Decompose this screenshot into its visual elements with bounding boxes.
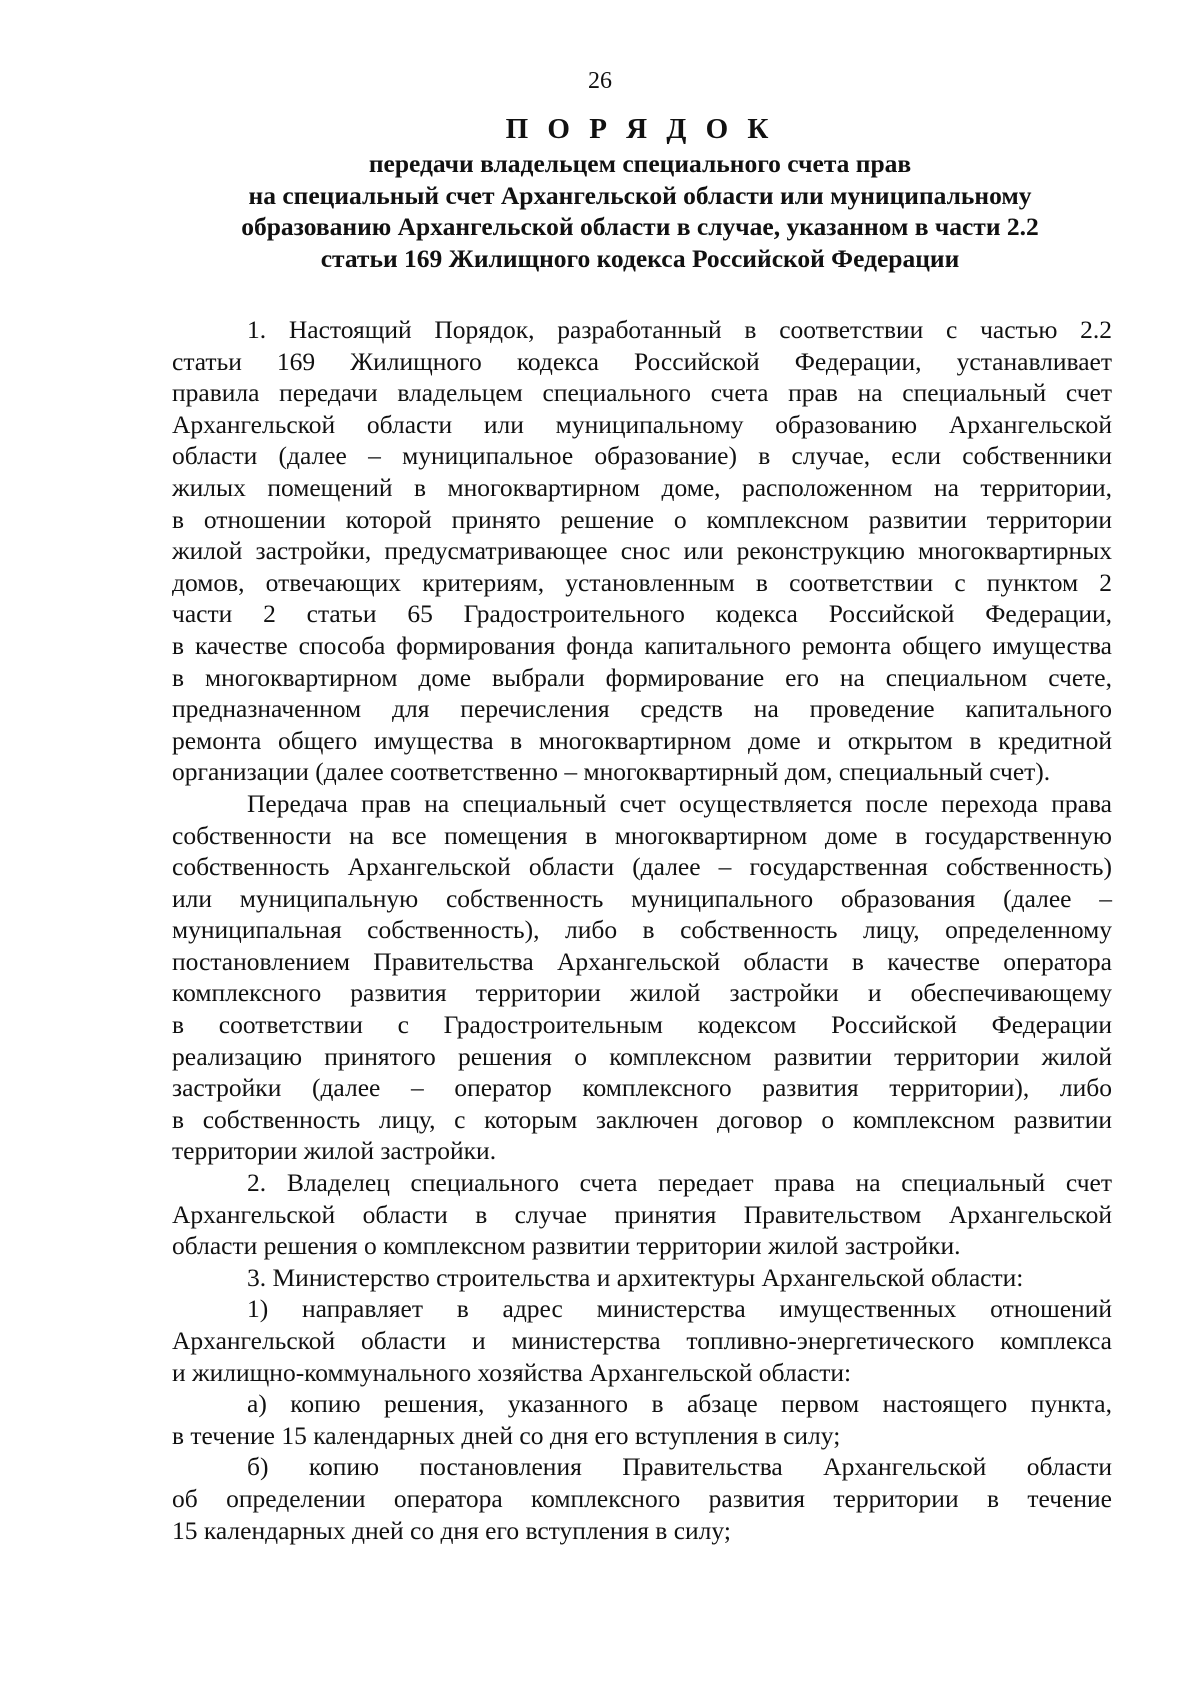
document-body xyxy=(172,314,1112,1546)
paragraph-line: в отношении которой принято решение о комплексном развитии территории xyxy=(172,504,1112,534)
paragraph-line: и жилищно-коммунального хозяйства Архангельской области: xyxy=(172,1357,852,1387)
paragraph-line: постановлением Правительства Архангельской области в качестве оператора xyxy=(172,946,1112,976)
paragraph-line: организации (далее соответственно – многоквартирный дом, специальный счет). xyxy=(172,757,1051,787)
paragraph-line: или муниципальную собственность муниципального образования (далее – xyxy=(172,883,1112,913)
paragraph-line: собственность Архангельской области (далее – государственная собственность) xyxy=(172,852,1112,882)
paragraph-line: в собственность лицу, с которым заключен договор о комплексном развитии xyxy=(172,1104,1112,1134)
paragraph-line: области решения о комплексном развитии территории жилой застройки. xyxy=(172,1231,961,1261)
paragraph-line: б) копию постановления Правительства Архангельской области xyxy=(247,1452,1112,1482)
paragraph-line: статьи 169 Жилищного кодекса Российской Федерации, устанавливает xyxy=(172,346,1112,376)
paragraph xyxy=(172,314,1112,788)
paragraph-line: реализацию принятого решения о комплексном развитии территории жилой xyxy=(172,1041,1112,1071)
paragraph xyxy=(172,1262,1112,1294)
paragraph-line: в качестве способа формирования фонда капитального ремонта общего имущества xyxy=(172,630,1112,660)
document-subtitle-line: статьи 169 Жилищного кодекса Российской Федерации xyxy=(320,243,960,273)
paragraph-line: области (далее – муниципальное образование) в случае, если собственники xyxy=(172,441,1112,471)
document-subtitle-line: передачи владельцем специального счета прав xyxy=(368,149,912,178)
document-subtitle-line: на специальный счет Архангельской области или муниципальному xyxy=(248,180,1032,210)
document-title: П О Р Я Д О К xyxy=(505,113,775,145)
paragraph-line: 1. Настоящий Порядок, разработанный в соответствии с частью 2.2 xyxy=(247,315,1112,344)
paragraph-line: в течение 15 календарных дней со дня его вступления в силу; xyxy=(172,1420,841,1450)
paragraph-line: собственности на все помещения в многоквартирном доме в государственную xyxy=(172,820,1112,850)
document-subtitle-line: образованию Архангельской области в случае, указанном в части 2.2 xyxy=(241,212,1039,242)
paragraph-line: ремонта общего имущества в многоквартирном доме и открытом в кредитной xyxy=(172,725,1112,755)
paragraph xyxy=(172,1167,1112,1262)
paragraph-line: домов, отвечающих критериям, установленным в соответствии с пунктом 2 xyxy=(172,567,1112,597)
paragraph-line: застройки (далее – оператор комплексного развития территории), либо xyxy=(172,1073,1112,1103)
paragraph-line: в соответствии с Градостроительным кодексом Российской Федерации xyxy=(172,1010,1112,1040)
paragraph-line: Передача прав на специальный счет осуществляется после перехода права xyxy=(247,788,1112,818)
paragraph-line: 1) направляет в адрес министерства имущественных отношений xyxy=(247,1294,1112,1324)
paragraph-line: муниципальная собственность), либо в собственность лицу, определенному xyxy=(172,915,1112,945)
paragraph xyxy=(172,1451,1112,1546)
paragraph-line: в многоквартирном доме выбрали формирование его на специальном счете, xyxy=(172,662,1112,692)
paragraph xyxy=(172,1293,1112,1388)
paragraph-line: Архангельской области в случае принятия Правительством Архангельской xyxy=(172,1199,1112,1229)
paragraph-line: 3. Министерство строительства и архитектуры Архангельской области: xyxy=(247,1262,1024,1292)
paragraph-line: об определении оператора комплексного развития территории в течение xyxy=(172,1483,1112,1513)
paragraph-line: предназначенном для перечисления средств на проведение капитального xyxy=(172,694,1112,724)
paragraph-line: Архангельской области или муниципальному образованию Архангельской xyxy=(172,409,1112,439)
paragraph-line: 15 календарных дней со дня его вступления в силу; xyxy=(172,1515,731,1545)
paragraph-line: территории жилой застройки. xyxy=(172,1136,497,1166)
page-number: 26 xyxy=(588,68,612,94)
paragraph-line: 2. Владелец специального счета передает права на специальный счет xyxy=(247,1168,1112,1198)
paragraph xyxy=(172,788,1112,1167)
paragraph-line: жилых помещений в многоквартирном доме, расположенном на территории, xyxy=(172,472,1112,502)
paragraph-line: правила передачи владельцем специального счета прав на специальный счет xyxy=(172,378,1112,408)
paragraph xyxy=(172,1388,1112,1451)
title-block xyxy=(170,110,1110,274)
paragraph-line: а) копию решения, указанного в абзаце первом настоящего пункта, xyxy=(247,1389,1112,1419)
paragraph-line: части 2 статьи 65 Градостроительного кодекса Российской Федерации, xyxy=(172,599,1112,629)
paragraph-line: комплексного развития территории жилой застройки и обеспечивающему xyxy=(172,978,1112,1008)
paragraph-line: жилой застройки, предусматривающее снос или реконструкцию многоквартирных xyxy=(172,536,1112,566)
paragraph-line: Архангельской области и министерства топливно-энергетического комплекса xyxy=(172,1326,1112,1355)
